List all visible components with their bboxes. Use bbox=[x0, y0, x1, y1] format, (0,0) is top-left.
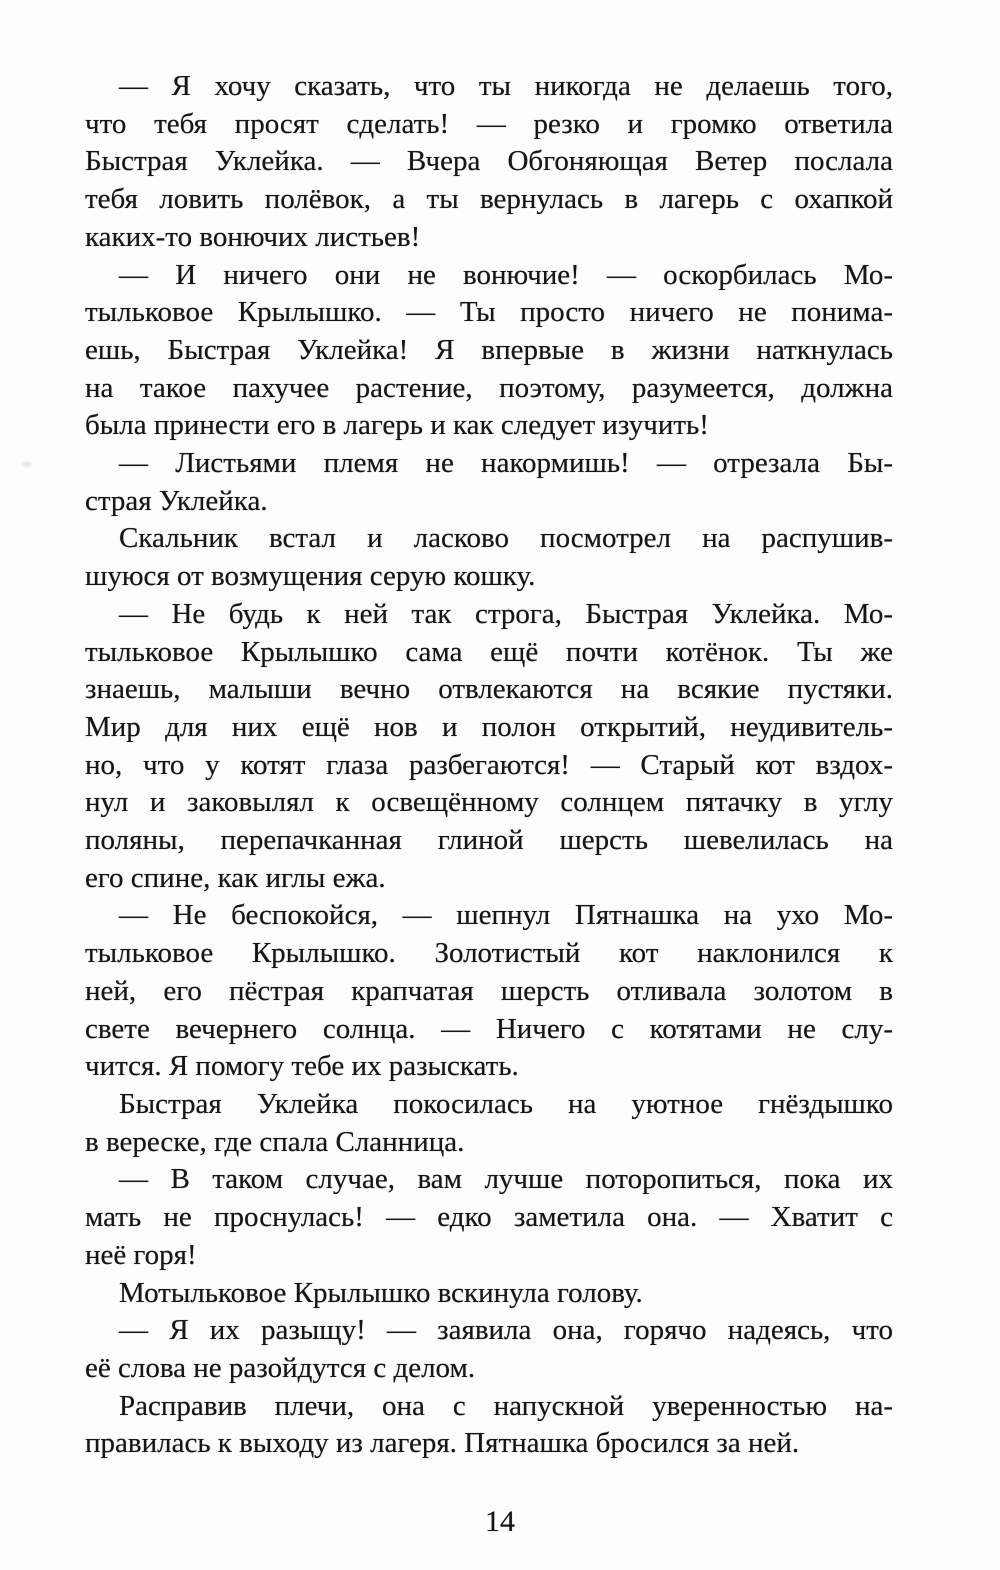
text-line: правилась к выходу из лагеря. Пятнашка бросился за ней. bbox=[85, 1427, 800, 1460]
text-line: чится. Я помогу тебе их разыскать. bbox=[85, 1050, 519, 1083]
paragraph bbox=[85, 596, 893, 898]
text-line: его спине, как иглы ежа. bbox=[85, 861, 386, 894]
text-line: Расправив плечи, она с напускной уверенностью на- bbox=[119, 1389, 893, 1422]
text-line: — Не беспокойся, — шепнул Пятнашка на ухо Мо- bbox=[119, 899, 893, 932]
text-line: на такое пахучее растение, поэтому, разумеется, должна bbox=[85, 371, 893, 404]
paragraph bbox=[85, 1388, 893, 1463]
text-line: неё горя! bbox=[85, 1238, 197, 1271]
text-line: что тебя просят сделать! — резко и громко ответила bbox=[85, 107, 893, 140]
text-line: — Я их разыщу! — заявила она, горячо надеясь, что bbox=[119, 1314, 893, 1347]
text-line: — Я хочу сказать, что ты никогда не делаешь того, bbox=[119, 70, 893, 102]
text-line: но, что у котят глаза разбегаются! — Старый кот вздох- bbox=[85, 748, 893, 781]
paragraph bbox=[85, 68, 893, 257]
text-line: каких-то вонючих листьев! bbox=[85, 220, 421, 253]
text-line: тебя ловить полёвок, а ты вернулась в лагерь с охапкой bbox=[85, 183, 893, 216]
page-number: 14 bbox=[485, 1505, 515, 1538]
text-line: была принести его в лагерь и как следует изучить! bbox=[85, 409, 709, 442]
page-text bbox=[85, 68, 893, 1463]
text-line: свете вечернего солнца. — Ничего с котятами не слу- bbox=[85, 1012, 893, 1045]
text-line: — И ничего они не вонючие! — оскорбилась Мо- bbox=[119, 258, 893, 291]
text-line: поляны, перепачканная глиной шерсть шевелилась на bbox=[85, 824, 893, 857]
text-line: знаешь, малыши вечно отвлекаются на всякие пустяки. bbox=[85, 673, 893, 706]
text-line: — В таком случае, вам лучше поторопиться, пока их bbox=[119, 1163, 893, 1196]
paragraph bbox=[85, 520, 893, 595]
text-line: Мир для них ещё нов и полон открытий, неудивитель- bbox=[85, 710, 893, 743]
text-line: тыльковое Крылышко. Золотистый кот наклонился к bbox=[85, 937, 893, 970]
text-line: Быстрая Уклейка. — Вчера Обгоняющая Ветер послала bbox=[85, 145, 893, 178]
text-line: Скальник встал и ласково посмотрел на распушив- bbox=[119, 522, 893, 555]
text-line: мать не проснулась! — едко заметила она. — Хватит с bbox=[85, 1201, 893, 1234]
text-line: её слова не разойдутся с делом. bbox=[85, 1351, 476, 1384]
text-line: — Не будь к ней так строга, Быстрая Уклейка. Мо- bbox=[119, 597, 893, 630]
text-line: Мотыльковое Крылышко вскинула голову. bbox=[119, 1276, 643, 1309]
text-line: ешь, Быстрая Уклейка! Я впервые в жизни наткнулась bbox=[85, 333, 893, 366]
text-line: страя Уклейка. bbox=[85, 484, 268, 517]
paragraph bbox=[85, 1275, 893, 1313]
text-line: нул и заковылял к освещённому солнцем пятачку в углу bbox=[85, 786, 893, 819]
text-line: — Листьями племя не накормишь! — отрезала Бы- bbox=[119, 447, 893, 480]
paragraph bbox=[85, 1312, 893, 1387]
scan-artifact bbox=[22, 462, 32, 467]
text-line: ней, его пёстрая крапчатая шерсть отливала золотом в bbox=[85, 974, 893, 1007]
paragraph bbox=[85, 445, 893, 520]
text-line: в вереске, где спала Сланница. bbox=[85, 1125, 465, 1158]
paragraph bbox=[85, 1161, 893, 1274]
text-line: шуюся от возмущения серую кошку. bbox=[85, 560, 536, 593]
text-line: Быстрая Уклейка покосилась на уютное гнёздышко bbox=[119, 1087, 893, 1120]
paragraph bbox=[85, 897, 893, 1086]
paragraph bbox=[85, 257, 893, 446]
text-line: тыльковое Крылышко сама ещё почти котёнок. Ты же bbox=[85, 635, 893, 668]
paragraph bbox=[85, 1086, 893, 1161]
text-line: тыльковое Крылышко. — Ты просто ничего не понима- bbox=[85, 296, 893, 329]
